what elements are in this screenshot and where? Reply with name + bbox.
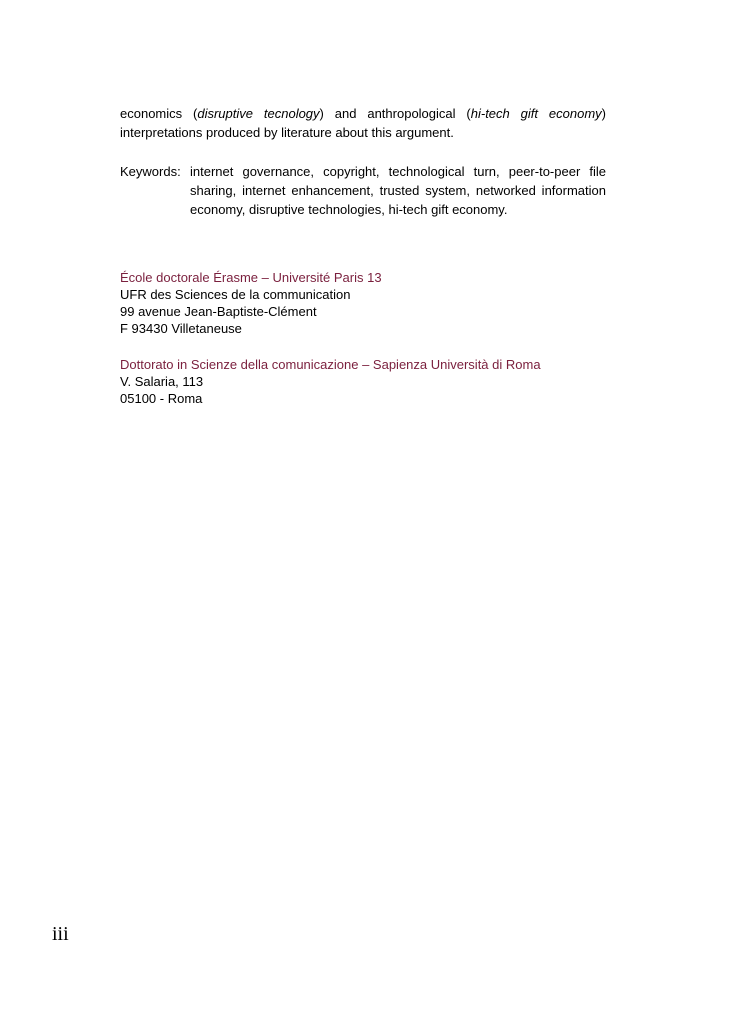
- keywords-text: internet governance, copyright, technological turn, peer-to-peer file sharing, internet enhancement, trusted system, networked information economy, disruptive technologies, hi-tech gift economy.: [190, 164, 606, 217]
- institution-name: Dottorato in Scienze della comunicazione – Sapienza Università di Roma: [120, 357, 541, 372]
- abstract-text-segment: economics (: [120, 106, 198, 121]
- address-line: V. Salaria, 113: [120, 374, 204, 389]
- abstract-line-2: interpretations produced by literature about this argument.: [120, 125, 454, 140]
- abstract-continuation: [120, 104, 606, 142]
- address-line: F 93430 Villetaneuse: [120, 321, 242, 336]
- abstract-text-segment: ) and anthropological (: [319, 106, 471, 121]
- address-line: 05100 - Roma: [120, 391, 203, 406]
- address-roma: [120, 356, 541, 407]
- abstract-line-1: [120, 104, 606, 123]
- abstract-italic-term: hi-tech gift economy: [470, 106, 602, 121]
- abstract-text-segment: ): [601, 106, 606, 121]
- address-paris: [120, 269, 382, 337]
- address-line: UFR des Sciences de la communication: [120, 287, 351, 302]
- institution-name: École doctorale Érasme – Université Paris 13: [120, 270, 382, 285]
- page-number: iii: [52, 923, 69, 945]
- abstract-italic-term: disruptive tecnology: [197, 106, 320, 121]
- address-line: 99 avenue Jean-Baptiste-Clément: [120, 304, 317, 319]
- keywords-block: [120, 162, 606, 219]
- keywords-label: Keywords:: [120, 164, 181, 179]
